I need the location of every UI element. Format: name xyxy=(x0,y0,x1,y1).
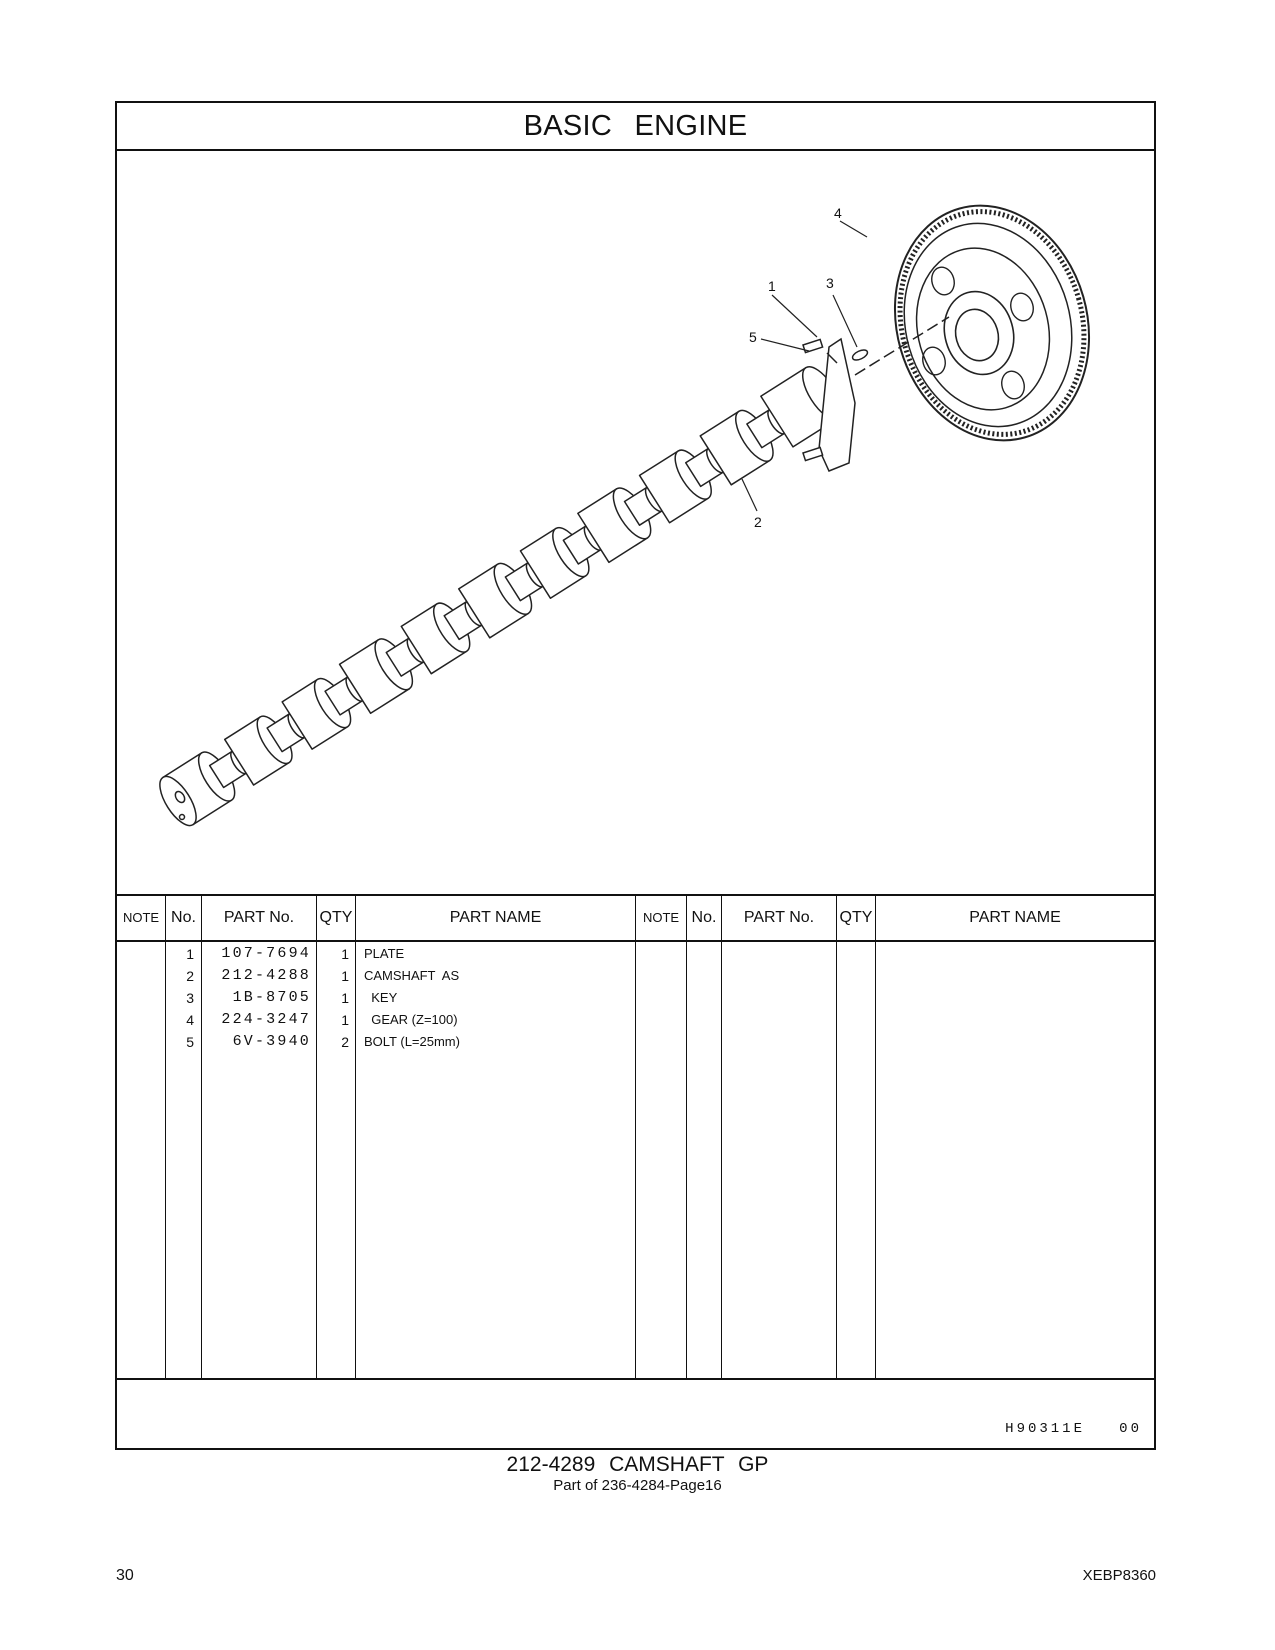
col-header-part-no: PART No. xyxy=(743,909,815,926)
key-drawing xyxy=(851,348,869,362)
column-rule xyxy=(316,894,317,1378)
group-subtitle: Part of 236-4284-Page16 xyxy=(553,1477,722,1494)
camshaft-drawing xyxy=(153,361,849,831)
shaft-dowel-hole xyxy=(180,815,185,820)
section-title: BASIC ENGINE xyxy=(117,103,1154,151)
camshaft-illustration xyxy=(117,149,1154,894)
page-number: 30 xyxy=(116,1567,134,1584)
part-number: 212-4288 xyxy=(221,967,311,984)
part-name: BOLT (L=25mm) xyxy=(364,1034,460,1049)
part-name: CAMSHAFT AS xyxy=(364,968,460,983)
group-title: 212-4289 CAMSHAFT GP xyxy=(506,1453,769,1476)
part-number: 1B-8705 xyxy=(232,989,311,1006)
column-rule xyxy=(836,894,837,1378)
col-header-note: NOTE xyxy=(122,910,160,925)
part-name: GEAR (Z=100) xyxy=(364,1012,458,1027)
column-rule xyxy=(355,894,356,1378)
item-number: 3 xyxy=(186,990,194,1006)
part-number: 224-3247 xyxy=(221,1011,311,1028)
quantity: 1 xyxy=(341,1012,349,1028)
col-header-part-name: PART NAME xyxy=(969,909,1061,926)
part-name: KEY xyxy=(364,990,398,1005)
col-header-no: No. xyxy=(171,909,196,926)
parts-page-frame xyxy=(115,101,1156,1450)
part-name: PLATE xyxy=(364,946,405,961)
column-rule xyxy=(686,894,687,1378)
document-code: XEBP8360 xyxy=(1082,1567,1156,1584)
gear-drawing xyxy=(868,182,1116,463)
quantity: 1 xyxy=(341,990,349,1006)
quantity: 1 xyxy=(341,946,349,962)
callout-4: 4 xyxy=(834,205,842,221)
drawing-code: H90311E 00 xyxy=(1005,1421,1142,1437)
callout-3: 3 xyxy=(826,275,834,291)
part-number: 107-7694 xyxy=(221,945,311,962)
col-header-no: No. xyxy=(691,909,717,926)
part-number: 6V-3940 xyxy=(232,1033,311,1050)
callout-2: 2 xyxy=(754,514,762,530)
col-header-note: NOTE xyxy=(642,910,680,925)
item-number: 2 xyxy=(186,968,194,984)
column-rule xyxy=(635,894,636,1378)
item-number: 1 xyxy=(186,946,194,962)
item-number: 5 xyxy=(186,1034,194,1050)
callout-5: 5 xyxy=(749,329,757,345)
item-number: 4 xyxy=(186,1012,194,1028)
quantity: 1 xyxy=(341,968,349,984)
col-header-qty: QTY xyxy=(319,909,353,926)
callout-1: 1 xyxy=(768,278,776,294)
column-rule xyxy=(721,894,722,1378)
table-bottom-rule xyxy=(117,1378,1154,1380)
quantity: 2 xyxy=(341,1034,349,1050)
plate-drawing xyxy=(819,339,855,471)
column-rule xyxy=(875,894,876,1378)
column-rule xyxy=(165,894,166,1378)
col-header-part-no: PART No. xyxy=(223,909,295,926)
col-header-part-name: PART NAME xyxy=(449,909,542,926)
leader-lines xyxy=(742,221,867,511)
col-header-qty: QTY xyxy=(839,909,873,926)
